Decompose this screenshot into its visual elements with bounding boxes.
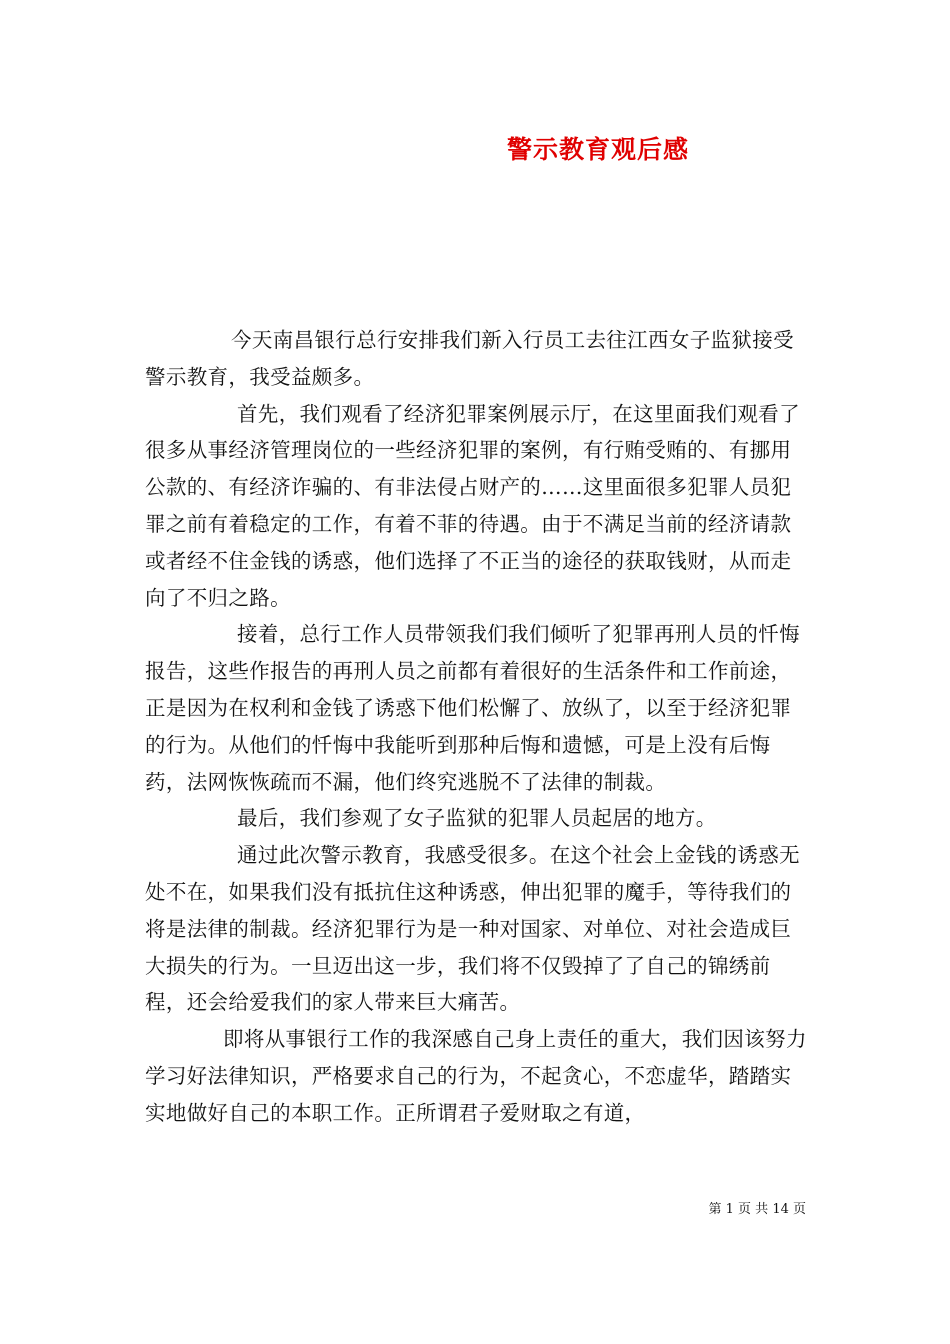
paragraph-3: 接着，总行工作人员带领我们我们倾听了犯罪再刑人员的忏悔报告，这些作报告的再刑人员之前都有着很好的生活条件和工作前途，正是因为在权利和金钱了诱惑下他们松懈了、放纵了，以至于经济犯罪的行为。从他们的忏悔中我能听到那种后悔和遗憾，可是上没有后悔药，法网恢恢疏而不漏，他们终究逃脱不了法律的制裁。 — [145, 622, 800, 794]
paragraph-5: 通过此次警示教育，我感受很多。在这个社会上金钱的诱惑无处不在，如果我们没有抵抗住这种诱惑，伸出犯罪的魔手，等待我们的将是法律的制裁。经济犯罪行为是一种对国家、对单位、对社会造成巨大损失的行为。一旦迈出这一步，我们将不仅毁掉了了自己的锦绣前程，还会给爱我们的家人带来巨大痛苦。 — [145, 843, 800, 1015]
document-body — [145, 322, 810, 1132]
paragraph-1: 今天南昌银行总行安排我们新入行员工去往江西女子监狱接受警示教育，我受益颇多。 — [145, 328, 794, 389]
paragraph-6: 即将从事银行工作的我深感自己身上责任的重大，我们因该努力学习好法律知识，严格要求自己的行为，不起贪心，不恋虚华，踏踏实实地做好自己的本职工作。正所谓君子爱财取之有道， — [145, 1027, 807, 1125]
document-title: 警示教育观后感 — [506, 135, 689, 164]
paragraph-2: 首先，我们观看了经济犯罪案例展示厅，在这里面我们观看了很多从事经济管理岗位的一些经济犯罪的案例，有行贿受贿的、有挪用公款的、有经济诈骗的、有非法侵占财产的……这里面很多犯罪人员犯罪之前有着稳定的工作，有着不菲的待遇。由于不满足当前的经济请款或者经不住金钱的诱惑，他们选择了不正当的途径的获取钱财，从而走向了不归之路。 — [145, 401, 800, 610]
page-number-footer: 第 1 页 共 14 页 — [708, 1202, 806, 1217]
paragraph-4: 最后，我们参观了女子监狱的犯罪人员起居的地方。 — [237, 806, 717, 831]
